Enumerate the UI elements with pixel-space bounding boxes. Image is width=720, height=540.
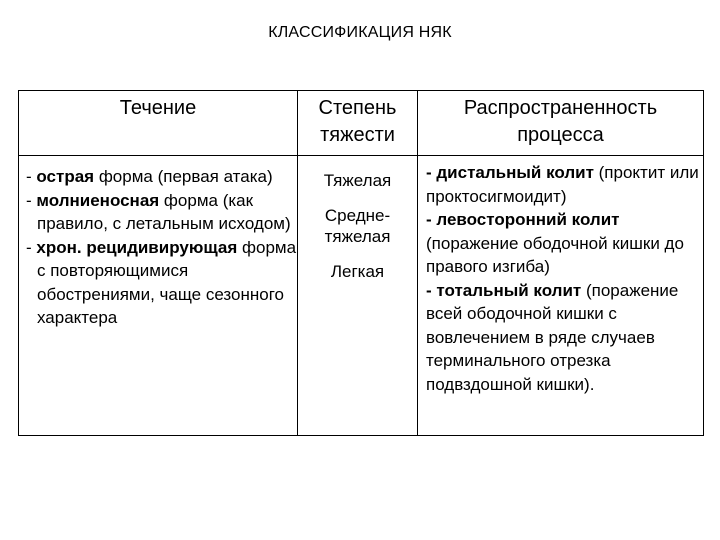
header-spread-line1: Распространенность [463,97,658,119]
page-title: КЛАССИФИКАЦИЯ НЯК [268,24,452,41]
spread-item-total-text: (поражение всей ободочной кишки с вовлечением в ряде случаев терминального отрезка подвздошной кишки). [426,280,679,394]
course-item-chronic-text: форма с повторяющимися обострениями, чаще сезонного характера [37,237,297,327]
spread-item-distal-text: (проктит или проктосигмоидит) [426,163,699,206]
course-item-fulminant-text: форма (как правило, с летальным исходом) [37,190,291,233]
course-item-chronic-prefix: - [26,237,37,257]
course-item-fulminant [19,189,297,236]
classification-table [18,90,704,436]
course-item-fulminant-bold: молниеносная [36,190,160,210]
spread-item-total-bold: - тотальный колит [426,280,582,300]
course-item-acute-text: форма (первая атака) [94,167,273,186]
course-item-chronic [19,236,297,330]
table-header-row [19,91,704,156]
spread-item-left-sided [426,208,703,279]
spread-item-distal-bold: - дистальный колит [426,163,594,182]
header-spread-line2: процесса [517,124,604,146]
course-cell [19,156,298,436]
header-severity-line2: тяжести [320,124,395,146]
course-item-acute-prefix: - [26,167,37,186]
course-item-acute [19,165,297,189]
severity-moderate-line2: тяжелая [324,227,391,246]
spread-cell [418,156,704,436]
table-body-row [19,156,704,436]
course-item-fulminant-prefix: - [26,190,37,210]
spread-item-left-sided-text: (поражение ободочной кишки до правого изгиба) [426,233,684,276]
severity-mild: Легкая [330,262,385,281]
spread-item-distal [426,161,703,208]
severity-moderate [298,205,417,247]
severity-moderate-line1: Средне- [324,206,391,225]
course-item-chronic-bold: хрон. рецидивирующая [36,237,238,257]
header-course-label: Течение [119,97,197,119]
spread-item-left-sided-bold: - левосторонний колит [426,210,620,229]
header-course [19,91,298,156]
severity-cell [298,156,418,436]
header-severity [298,91,418,156]
course-item-acute-bold: острая [36,167,95,186]
spread-item-total [426,279,703,397]
header-severity-line1: Степень [318,97,397,119]
header-spread [418,91,704,156]
severity-severe: Тяжелая [323,171,392,190]
